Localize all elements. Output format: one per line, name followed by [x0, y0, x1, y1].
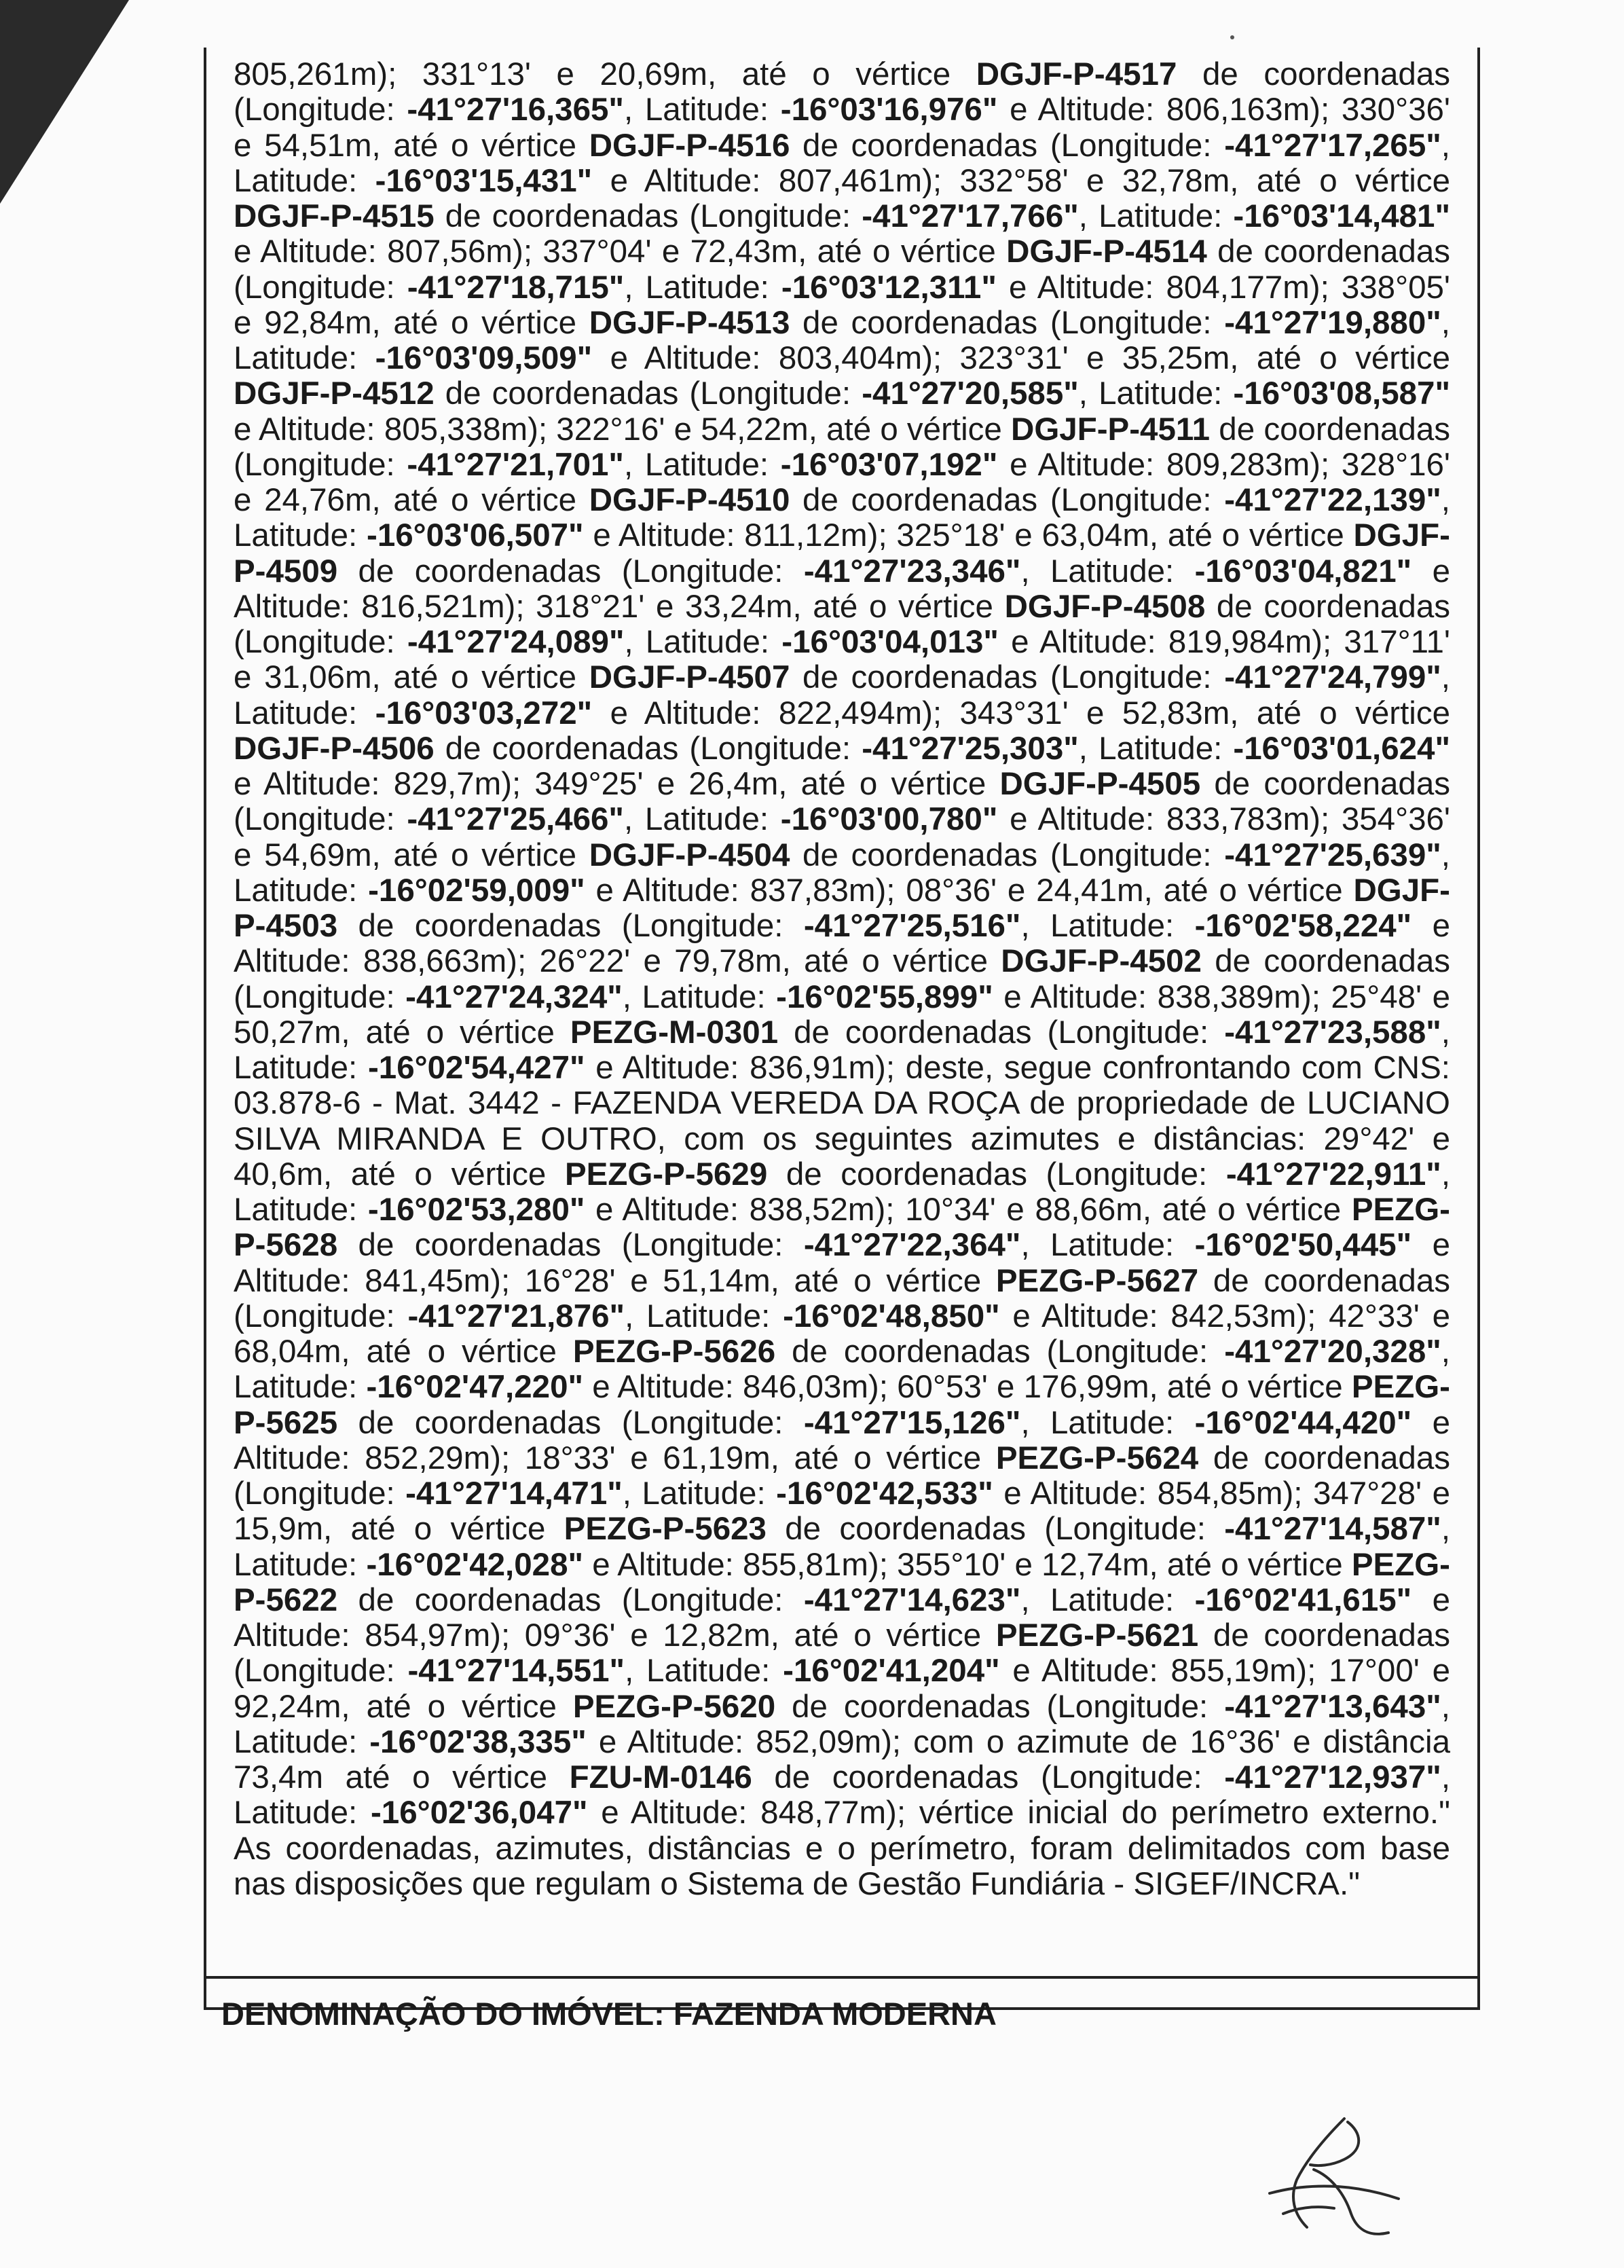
bold-value: -41°27'23,588" [1224, 1014, 1441, 1050]
bold-value: -41°27'16,365" [407, 92, 624, 128]
bold-value: DGJF-P-4506 [234, 730, 435, 767]
scan-corner-shadow [0, 0, 129, 204]
text-run: de coordenadas (Longitude: [234, 588, 1450, 660]
bold-value: -16°02'41,204" [783, 1653, 1000, 1689]
text-run: e Altitude: 809,283m); 328°16' e 24,76m, até o vértice [234, 446, 1450, 518]
text-run: de coordenadas (Longitude: [234, 943, 1450, 1015]
text-run: e Altitude: 855,19m); 17°00' e 92,24m, até o vértice [234, 1653, 1450, 1725]
bold-value: -41°27'22,139" [1224, 482, 1441, 518]
text-run: , Latitude: [1078, 730, 1234, 767]
bold-value: -41°27'19,880" [1224, 304, 1441, 341]
bold-value: -41°27'24,324" [405, 978, 623, 1015]
bold-value: DGJF-P-4504 [589, 837, 790, 873]
bold-value: -41°27'12,937" [1224, 1759, 1441, 1795]
bold-value: DGJF-P-4503 [234, 872, 1450, 944]
text-run: e Altitude: 836,91m); deste, segue confrontando com CNS: 03.878-6 - Mat. 3442 - FAZENDA VEREDA DA ROÇA de propriedade de LUCIANO SILVA MIRANDA E OUTRO, com os seguintes azimutes e distâncias: 29°42' e 40,6m, até o vértice [234, 1050, 1450, 1192]
bold-value: -41°27'25,516" [803, 908, 1021, 944]
bold-value: -16°03'04,013" [781, 624, 999, 660]
bold-value: -41°27'22,911" [1225, 1156, 1441, 1192]
text-run: de coordenadas (Longitude: [775, 1334, 1225, 1370]
text-run: , Latitude: [234, 1688, 1450, 1760]
bold-value: -16°03'00,780" [780, 801, 998, 838]
text-run: , Latitude: [234, 1014, 1450, 1086]
text-run: , Latitude: [234, 304, 1450, 376]
bold-value: FZU-M-0146 [569, 1759, 752, 1795]
text-run: de coordenadas (Longitude: [234, 56, 1450, 128]
text-run: , Latitude: [1020, 908, 1195, 944]
bold-value: PEZG-P-5624 [995, 1440, 1199, 1476]
bold-value: -16°02'38,335" [369, 1723, 587, 1760]
bold-value: DGJF-P-4509 [234, 517, 1450, 589]
text-run: de coordenadas (Longitude: [790, 659, 1225, 696]
text-run: de coordenadas (Longitude: [337, 553, 804, 589]
text-run: e Altitude: 803,404m); 323°31' e 35,25m, até o vértice [592, 340, 1450, 376]
bold-value: -16°03'07,192" [780, 446, 998, 483]
text-run: de coordenadas (Longitude: [337, 1404, 804, 1441]
text-run: e Altitude: 838,52m); 10°34' e 88,66m, até o vértice [585, 1192, 1352, 1228]
bold-value: -16°02'58,224" [1194, 908, 1412, 944]
text-run: , Latitude: [1078, 376, 1234, 412]
bold-value: -16°02'42,028" [366, 1546, 584, 1583]
text-run: de coordenadas (Longitude: [234, 1617, 1450, 1689]
text-run: , Latitude: [622, 978, 777, 1015]
bold-value: PEZG-P-5628 [234, 1192, 1450, 1264]
text-run: , Latitude: [1020, 1581, 1195, 1618]
bold-value: -16°02'55,899" [776, 978, 993, 1015]
bold-value: -16°02'36,047" [370, 1795, 588, 1831]
text-run: , Latitude: [1020, 553, 1195, 589]
bold-value: -41°27'17,265" [1224, 127, 1441, 164]
text-run: e Altitude: 811,12m); 325°18' e 63,04m, até o vértice [583, 517, 1354, 554]
bold-value: DGJF-P-4502 [1001, 943, 1202, 980]
bold-value: -16°03'15,431" [375, 162, 593, 199]
text-run: , Latitude: [234, 837, 1450, 909]
bold-value: -16°03'08,587" [1233, 376, 1450, 412]
bold-value: PEZG-P-5626 [572, 1334, 776, 1370]
text-run: e Altitude: 807,56m); 337°04' e 72,43m, até o vértice [234, 234, 1007, 270]
bold-value: DGJF-P-4515 [234, 198, 435, 234]
text-run: e Altitude: 852,29m); 18°33' e 61,19m, até o vértice [234, 1404, 1450, 1476]
bold-value: -16°03'04,821" [1194, 553, 1412, 589]
body-paragraph [234, 57, 1450, 1902]
bold-value: -16°02'59,009" [368, 872, 585, 909]
text-run: e Altitude: 848,77m); vértice inicial do perímetro externo." As coordenadas, azimutes, distâncias e o perímetro, foram delimitados com base nas disposições que regulam o Sistema de Gestão Fundiária - SIGEF/INCRA." [234, 1795, 1450, 1902]
bold-value: DGJF-P-4507 [589, 659, 790, 696]
text-run: de coordenadas (Longitude: [775, 1688, 1225, 1725]
bold-value: -41°27'14,623" [803, 1581, 1021, 1618]
bold-value: -41°27'17,766" [862, 198, 1079, 234]
bold-value: -41°27'25,639" [1224, 837, 1441, 873]
bold-value: DGJF-P-4510 [589, 482, 790, 518]
text-run: , Latitude: [624, 269, 781, 306]
text-run: de coordenadas (Longitude: [234, 411, 1450, 483]
bold-value: DGJF-P-4505 [999, 766, 1201, 802]
text-run: e Altitude: 804,177m); 338°05' e 92,84m, até o vértice [234, 269, 1450, 341]
bold-value: PEZG-P-5627 [995, 1262, 1199, 1299]
bold-value: -41°27'14,587" [1224, 1511, 1441, 1548]
text-run: e Altitude: 805,338m); 322°16' e 54,22m, até o vértice [234, 411, 1012, 447]
text-run: de coordenadas (Longitude: [234, 766, 1450, 838]
text-run: de coordenadas (Longitude: [790, 127, 1225, 164]
text-run: , Latitude: [623, 801, 781, 838]
bold-value: PEZG-P-5623 [564, 1511, 767, 1548]
text-run: de coordenadas (Longitude: [767, 1156, 1226, 1192]
bold-value: -41°27'25,466" [407, 801, 624, 838]
text-run: e Altitude: 855,81m); 355°10' e 12,74m, até o vértice [583, 1546, 1352, 1583]
bold-value: -16°02'48,850" [783, 1298, 1000, 1334]
text-run: e Altitude: 838,389m); 25°48' e 50,27m, até o vértice [234, 978, 1450, 1050]
text-run: , Latitude: [625, 1298, 783, 1334]
text-run: , Latitude: [1078, 198, 1234, 234]
text-run: , Latitude: [234, 1334, 1450, 1406]
bold-value: PEZG-P-5629 [564, 1156, 768, 1192]
bold-value: -16°03'12,311" [781, 269, 997, 306]
bold-value: DGJF-P-4513 [589, 304, 790, 341]
bold-value: -41°27'13,643" [1224, 1688, 1441, 1725]
text-run: e Altitude: 807,461m); 332°58' e 32,78m, até o vértice [592, 162, 1450, 199]
text-run: , Latitude: [623, 92, 781, 128]
text-run: e Altitude: 846,03m); 60°53' e 176,99m, até o vértice [583, 1369, 1352, 1406]
text-run: de coordenadas (Longitude: [234, 234, 1450, 306]
text-run: de coordenadas (Longitude: [778, 1014, 1225, 1050]
text-run: de coordenadas (Longitude: [434, 376, 862, 412]
bold-value: -16°02'54,427" [367, 1050, 585, 1086]
text-run: de coordenadas (Longitude: [790, 482, 1225, 518]
bold-value: -41°27'14,551" [407, 1653, 625, 1689]
bold-value: DGJF-P-4508 [1004, 588, 1206, 625]
text-run: e Altitude: 838,663m); 26°22' e 79,78m, até o vértice [234, 908, 1450, 980]
text-run: , Latitude: [1020, 1404, 1195, 1441]
text-run: de coordenadas (Longitude: [234, 1440, 1450, 1512]
bold-value: DGJF-P-4512 [234, 376, 435, 412]
bold-value: PEZG-P-5621 [995, 1617, 1199, 1653]
bold-value: -41°27'15,126" [803, 1404, 1021, 1441]
bold-value: -16°02'53,280" [367, 1192, 585, 1228]
text-run: , Latitude: [622, 1476, 777, 1512]
bold-value: -41°27'20,585" [862, 376, 1079, 412]
text-run: 805,261m); 331°13' e 20,69m, até o vértice [234, 56, 976, 92]
bold-value: -16°03'03,272" [375, 695, 593, 731]
bold-value: -41°27'24,089" [407, 624, 625, 660]
text-run: de coordenadas (Longitude: [790, 304, 1225, 341]
bold-value: -16°02'41,615" [1194, 1581, 1412, 1618]
text-run: , Latitude: [234, 1156, 1451, 1228]
bold-value: -16°02'47,220" [366, 1369, 584, 1406]
bold-value: DGJF-P-4511 [1011, 411, 1211, 447]
text-run: , Latitude: [234, 1511, 1451, 1583]
bold-value: -16°03'01,624" [1233, 730, 1450, 767]
text-run: e Altitude: 854,97m); 09°36' e 12,82m, até o vértice [234, 1581, 1450, 1653]
bold-value: -41°27'21,701" [407, 446, 624, 483]
text-run: de coordenadas (Longitude: [752, 1759, 1225, 1795]
text-run: e Altitude: 852,09m); com o azimute de 16°36' e distância 73,4m até o vértice [234, 1723, 1450, 1795]
bold-value: -41°27'18,715" [407, 269, 625, 306]
text-run: e Altitude: 822,494m); 343°31' e 52,83m, até o vértice [592, 695, 1450, 731]
text-run: e Altitude: 806,163m); 330°36' e 54,51m, até o vértice [234, 92, 1450, 164]
scan-dot [1230, 35, 1234, 39]
text-run: e Altitude: 816,521m); 318°21' e 33,24m, até o vértice [234, 553, 1450, 625]
text-run: de coordenadas (Longitude: [434, 198, 862, 234]
text-run: , Latitude: [625, 1653, 783, 1689]
text-run: de coordenadas (Longitude: [337, 1227, 804, 1264]
bold-value: -41°27'23,346" [803, 553, 1021, 589]
text-run: e Altitude: 854,85m); 347°28' e 15,9m, até o vértice [234, 1476, 1450, 1548]
text-run: e Altitude: 833,783m); 354°36' e 54,69m, até o vértice [234, 801, 1450, 873]
bold-value: -16°03'06,507" [367, 517, 584, 554]
text-run: , Latitude: [1020, 1227, 1195, 1264]
bold-value: DGJF-P-4516 [589, 127, 790, 164]
bold-value: DGJF-P-4514 [1006, 234, 1207, 270]
bold-value: -16°03'14,481" [1233, 198, 1450, 234]
text-run: , Latitude: [234, 127, 1450, 199]
text-run: e Altitude: 837,83m); 08°36' e 24,41m, até o vértice [585, 872, 1354, 909]
text-run: , Latitude: [234, 659, 1450, 731]
text-run: e Altitude: 841,45m); 16°28' e 51,14m, até o vértice [234, 1227, 1450, 1299]
text-run: e Altitude: 842,53m); 42°33' e 68,04m, até o vértice [234, 1298, 1450, 1370]
text-run: de coordenadas (Longitude: [766, 1511, 1225, 1548]
text-run: de coordenadas (Longitude: [790, 837, 1225, 873]
bold-value: -16°03'09,509" [375, 340, 593, 376]
bold-value: -41°27'21,876" [407, 1298, 625, 1334]
text-run: de coordenadas (Longitude: [434, 730, 862, 767]
bold-value: -41°27'20,328" [1224, 1334, 1441, 1370]
text-run: , Latitude: [623, 446, 781, 483]
property-name-heading: DENOMINAÇÃO DO IMÓVEL: FAZENDA MODERNA [221, 1996, 997, 2032]
text-run: e Altitude: 819,984m); 317°11' e 31,06m, até o vértice [234, 624, 1450, 696]
signature-icon [1242, 2112, 1412, 2248]
bold-value: -41°27'24,799" [1224, 659, 1441, 696]
bold-value: PEZG-P-5625 [234, 1369, 1451, 1441]
bold-value: -16°02'44,420" [1194, 1404, 1412, 1441]
bold-value: -41°27'25,303" [862, 730, 1079, 767]
bold-value: PEZG-M-0301 [570, 1014, 779, 1050]
text-run: , Latitude: [234, 482, 1450, 554]
document-frame [204, 48, 1480, 2032]
text-run: , Latitude: [234, 1759, 1451, 1831]
bold-value: -41°27'22,364" [803, 1227, 1021, 1264]
bold-value: PEZG-P-5622 [234, 1546, 1451, 1618]
text-run: e Altitude: 829,7m); 349°25' e 26,4m, até o vértice [234, 766, 1000, 802]
section-divider [206, 1976, 1477, 1979]
bold-value: -16°03'16,976" [780, 92, 998, 128]
bold-value: -41°27'14,471" [405, 1476, 623, 1512]
bold-value: -16°02'50,445" [1194, 1227, 1412, 1264]
bold-value: -16°02'42,533" [776, 1476, 993, 1512]
text-run: de coordenadas (Longitude: [337, 908, 804, 944]
text-run: , Latitude: [624, 624, 782, 660]
bold-value: DGJF-P-4517 [976, 56, 1177, 92]
text-run: de coordenadas (Longitude: [234, 1262, 1450, 1334]
bold-value: PEZG-P-5620 [572, 1688, 776, 1725]
text-run: de coordenadas (Longitude: [337, 1581, 804, 1618]
